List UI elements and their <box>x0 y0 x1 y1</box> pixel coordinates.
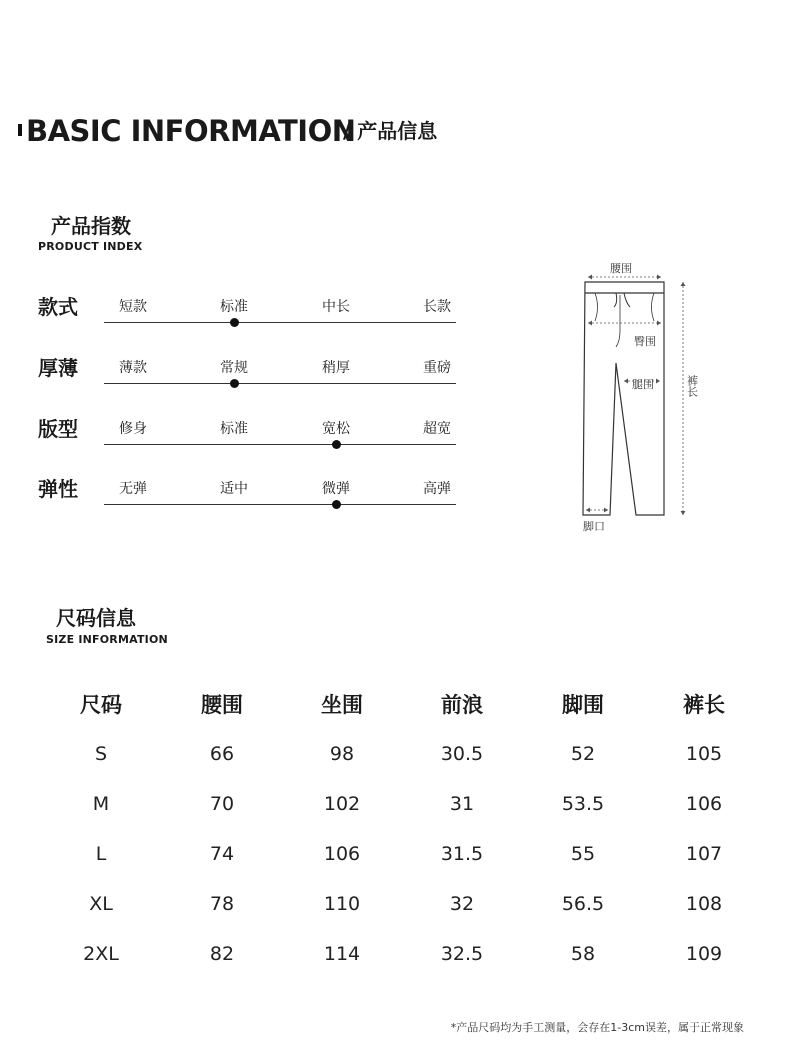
hem-cell: 56.5 <box>561 893 605 915</box>
rise-cell: 31.5 <box>440 843 484 865</box>
hip-cell: 110 <box>323 893 361 915</box>
index-option: 修身 <box>119 421 147 437</box>
waist-cell: 70 <box>209 793 235 815</box>
index-option: 长款 <box>423 299 451 315</box>
size-info-title-en: SIZE INFORMATION <box>46 633 168 646</box>
waist-cell: 78 <box>209 893 235 915</box>
size-table-header-cell: 前浪 <box>441 693 483 717</box>
pocket-right <box>652 293 655 321</box>
size-cell: M <box>92 793 110 815</box>
measurement-footnote: *产品尺码均为手工测量，会存在1-3cm误差，属于正常现象 <box>450 1021 744 1034</box>
length-label: 裤长 <box>685 375 699 397</box>
size-table-header-cell: 坐围 <box>321 693 363 717</box>
index-option: 标准 <box>220 421 248 437</box>
index-row-line <box>104 322 456 323</box>
index-row-label: 弹性 <box>38 477 78 501</box>
rise-cell: 31 <box>449 793 475 815</box>
waist-label: 腰围 <box>610 262 632 275</box>
hem-cell: 58 <box>570 943 596 965</box>
size-table-header-cell: 裤长 <box>683 693 725 717</box>
index-option: 中长 <box>322 299 350 315</box>
hem-cell: 53.5 <box>561 793 605 815</box>
waist-cell: 66 <box>209 743 235 765</box>
index-row-line <box>104 504 456 505</box>
waist-cell: 82 <box>209 943 235 965</box>
hip-label: 臀围 <box>634 335 656 348</box>
index-option: 重磅 <box>423 360 451 376</box>
index-option: 无弹 <box>119 481 147 497</box>
length-cell: 105 <box>685 743 723 765</box>
header-title: BASIC INFORMATION <box>26 114 356 148</box>
rise-cell: 32.5 <box>440 943 484 965</box>
hip-cell: 106 <box>323 843 361 865</box>
index-row-line <box>104 383 456 384</box>
index-option: 高弹 <box>423 481 451 497</box>
index-option: 适中 <box>220 481 248 497</box>
index-option: 宽松 <box>322 421 350 437</box>
header-accent-bar <box>18 124 22 136</box>
hip-cell: 98 <box>329 743 355 765</box>
length-cell: 108 <box>685 893 723 915</box>
index-option: 稍厚 <box>322 360 350 376</box>
index-option: 超宽 <box>423 421 451 437</box>
hem-cell: 52 <box>570 743 596 765</box>
length-cell: 109 <box>685 943 723 965</box>
thigh-label: 腿围 <box>632 378 654 391</box>
rise-cell: 30.5 <box>440 743 484 765</box>
pants-measurement-diagram <box>560 255 720 540</box>
size-table-header-cell: 腰围 <box>201 693 243 717</box>
index-row-label: 厚薄 <box>38 356 78 380</box>
pants-outline <box>583 282 664 515</box>
length-cell: 107 <box>685 843 723 865</box>
waist-cell: 74 <box>209 843 235 865</box>
product-index-title-cn: 产品指数 <box>51 214 131 238</box>
index-option: 常规 <box>220 360 248 376</box>
index-selected-dot <box>230 379 239 388</box>
index-option: 标准 <box>220 299 248 315</box>
rise-cell: 32 <box>449 893 475 915</box>
index-row-label: 版型 <box>38 417 78 441</box>
index-selected-dot <box>230 318 239 327</box>
index-row-line <box>104 444 456 445</box>
size-cell: XL <box>89 893 113 915</box>
size-table-header-cell: 尺码 <box>80 693 122 717</box>
index-selected-dot <box>332 500 341 509</box>
hip-cell: 114 <box>323 943 361 965</box>
pocket-left <box>595 293 598 321</box>
product-index-title-en: PRODUCT INDEX <box>38 240 143 253</box>
index-option: 短款 <box>119 299 147 315</box>
size-cell: 2XL <box>83 943 119 965</box>
drawstring <box>614 293 630 307</box>
size-cell: L <box>95 843 107 865</box>
index-option: 薄款 <box>119 360 147 376</box>
length-cell: 106 <box>685 793 723 815</box>
hem-cell: 55 <box>570 843 596 865</box>
index-row-label: 款式 <box>38 295 78 319</box>
size-table-header-cell: 脚围 <box>562 693 604 717</box>
index-selected-dot <box>332 440 341 449</box>
measure-arrows <box>586 275 686 516</box>
hem-label: 脚口 <box>583 520 605 533</box>
size-cell: S <box>94 743 108 765</box>
size-info-title-cn: 尺码信息 <box>56 606 136 630</box>
index-option: 微弹 <box>322 481 350 497</box>
header-subtitle: / 产品信息 <box>343 119 438 143</box>
hip-cell: 102 <box>323 793 361 815</box>
